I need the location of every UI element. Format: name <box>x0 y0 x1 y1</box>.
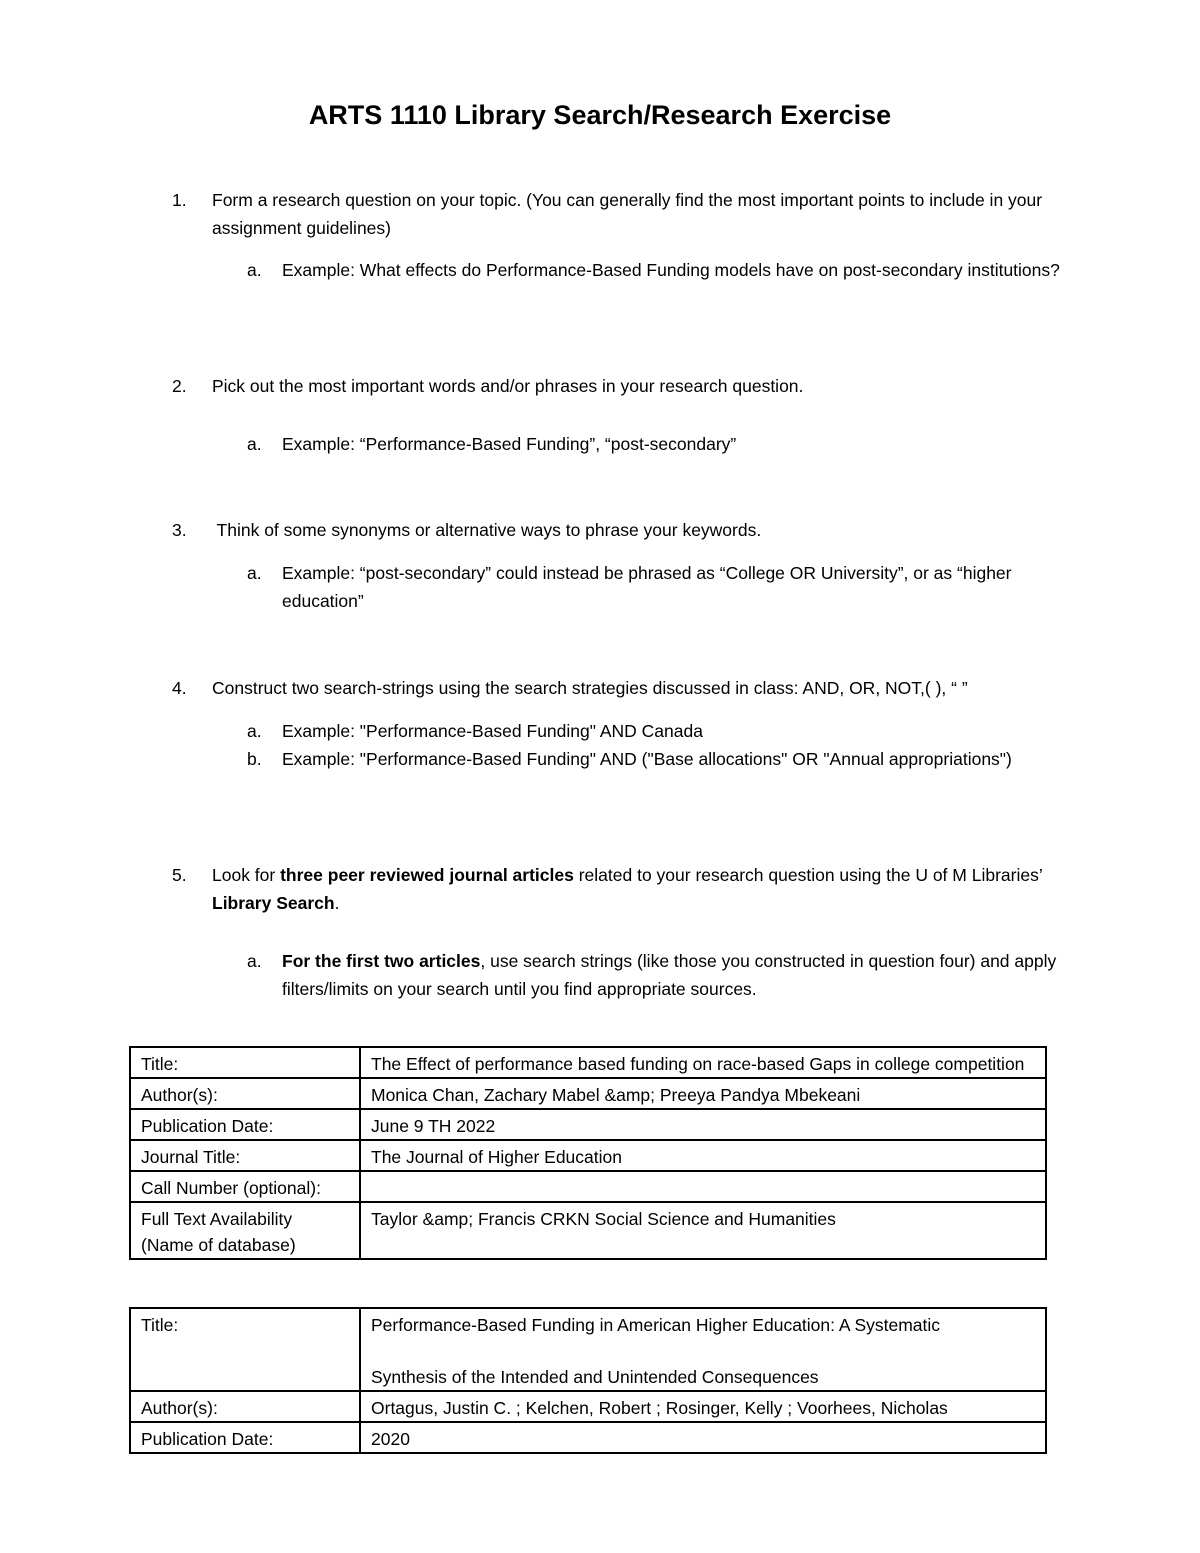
row-label: Title: <box>130 1047 360 1078</box>
question-1 <box>172 186 1062 242</box>
question-4 <box>172 674 1062 702</box>
question-text: Think of some synonyms or alternative ways to phrase your keywords. <box>212 520 762 540</box>
table-row <box>130 1422 1046 1453</box>
row-value: The Effect of performance based funding on race-based Gaps in college competition <box>360 1047 1046 1078</box>
question-number: 1. <box>172 190 187 210</box>
sub-number: a. <box>247 951 262 971</box>
row-label: Journal Title: <box>130 1140 360 1171</box>
question-text: Construct two search-strings using the search strategies discussed in class: AND, OR, NOT,( ), “ ” <box>212 678 968 698</box>
emphasis: Library Search <box>212 893 335 913</box>
table-row <box>130 1078 1046 1109</box>
row-label: Publication Date: <box>130 1422 360 1453</box>
row-label: Author(s): <box>130 1391 360 1422</box>
question-5-sub-a <box>247 947 1062 1003</box>
emphasis: three peer reviewed journal articles <box>280 865 574 885</box>
table-row <box>130 1202 1046 1259</box>
title-line-1: Performance-Based Funding in American Higher Education: A Systematic <box>371 1315 941 1335</box>
row-value <box>360 1171 1046 1202</box>
question-4-sub-b <box>247 745 1062 773</box>
table-row <box>130 1171 1046 1202</box>
table-row <box>130 1391 1046 1422</box>
question-2 <box>172 372 1062 400</box>
sub-number: a. <box>247 260 262 280</box>
row-label: Call Number (optional): <box>130 1171 360 1202</box>
question-2-sub-a <box>247 430 1062 458</box>
sub-text: For the first two articles, use search strings (like those you constructed in question four) and apply filters/limits on your search until you find appropriate sources. <box>282 951 1057 999</box>
question-text: Pick out the most important words and/or phrases in your research question. <box>212 376 804 396</box>
row-label: Title: <box>130 1308 360 1391</box>
question-3-sub-a <box>247 559 1062 615</box>
question-3 <box>172 516 1062 544</box>
row-value: Monica Chan, Zachary Mabel &amp; Preeya Pandya Mbekeani <box>360 1078 1046 1109</box>
question-4-sub-a <box>247 717 1062 745</box>
emphasis: For the first two articles <box>282 951 481 971</box>
sub-text: Example: "Performance-Based Funding" AND Canada <box>282 721 703 741</box>
row-value: Taylor &amp; Francis CRKN Social Science and Humanities <box>360 1202 1046 1259</box>
row-label: Full Text Availability (Name of database) <box>130 1202 360 1259</box>
sub-number: a. <box>247 563 262 583</box>
table-row <box>130 1308 1046 1391</box>
article-table-1 <box>129 1046 1047 1260</box>
row-value <box>360 1308 1046 1391</box>
table-row <box>130 1140 1046 1171</box>
sub-number: a. <box>247 434 262 454</box>
row-value: June 9 TH 2022 <box>360 1109 1046 1140</box>
sub-text: Example: “Performance-Based Funding”, “post-secondary” <box>282 434 737 454</box>
question-1-sub-a <box>247 256 1062 284</box>
question-number: 3. <box>172 520 187 540</box>
article-table-2 <box>129 1307 1047 1454</box>
table-row <box>130 1109 1046 1140</box>
sub-text: Example: “post-secondary” could instead be phrased as “College OR University”, or as “higher education” <box>282 563 1012 611</box>
sub-text: Example: What effects do Performance-Based Funding models have on post-secondary institutions? <box>282 260 1060 280</box>
row-value: 2020 <box>360 1422 1046 1453</box>
sub-text: Example: "Performance-Based Funding" AND ("Base allocations" OR "Annual appropriations") <box>282 749 1012 769</box>
question-number: 2. <box>172 376 187 396</box>
sub-number: b. <box>247 749 262 769</box>
question-5 <box>172 861 1062 917</box>
question-number: 5. <box>172 865 187 885</box>
row-label: Publication Date: <box>130 1109 360 1140</box>
question-number: 4. <box>172 678 187 698</box>
question-text: Look for three peer reviewed journal articles related to your research question using the U of M Libraries’ Library Search. <box>212 865 1043 913</box>
title-line-2: Synthesis of the Intended and Unintended Consequences <box>371 1367 819 1387</box>
question-text: Form a research question on your topic. (You can generally find the most important points to include in your assignment guidelines) <box>212 190 1043 238</box>
document-title: ARTS 1110 Library Search/Research Exercise <box>308 100 892 130</box>
row-label: Author(s): <box>130 1078 360 1109</box>
row-value: Ortagus, Justin C. ; Kelchen, Robert ; Rosinger, Kelly ; Voorhees, Nicholas <box>360 1391 1046 1422</box>
sub-number: a. <box>247 721 262 741</box>
table-row <box>130 1047 1046 1078</box>
row-value: The Journal of Higher Education <box>360 1140 1046 1171</box>
